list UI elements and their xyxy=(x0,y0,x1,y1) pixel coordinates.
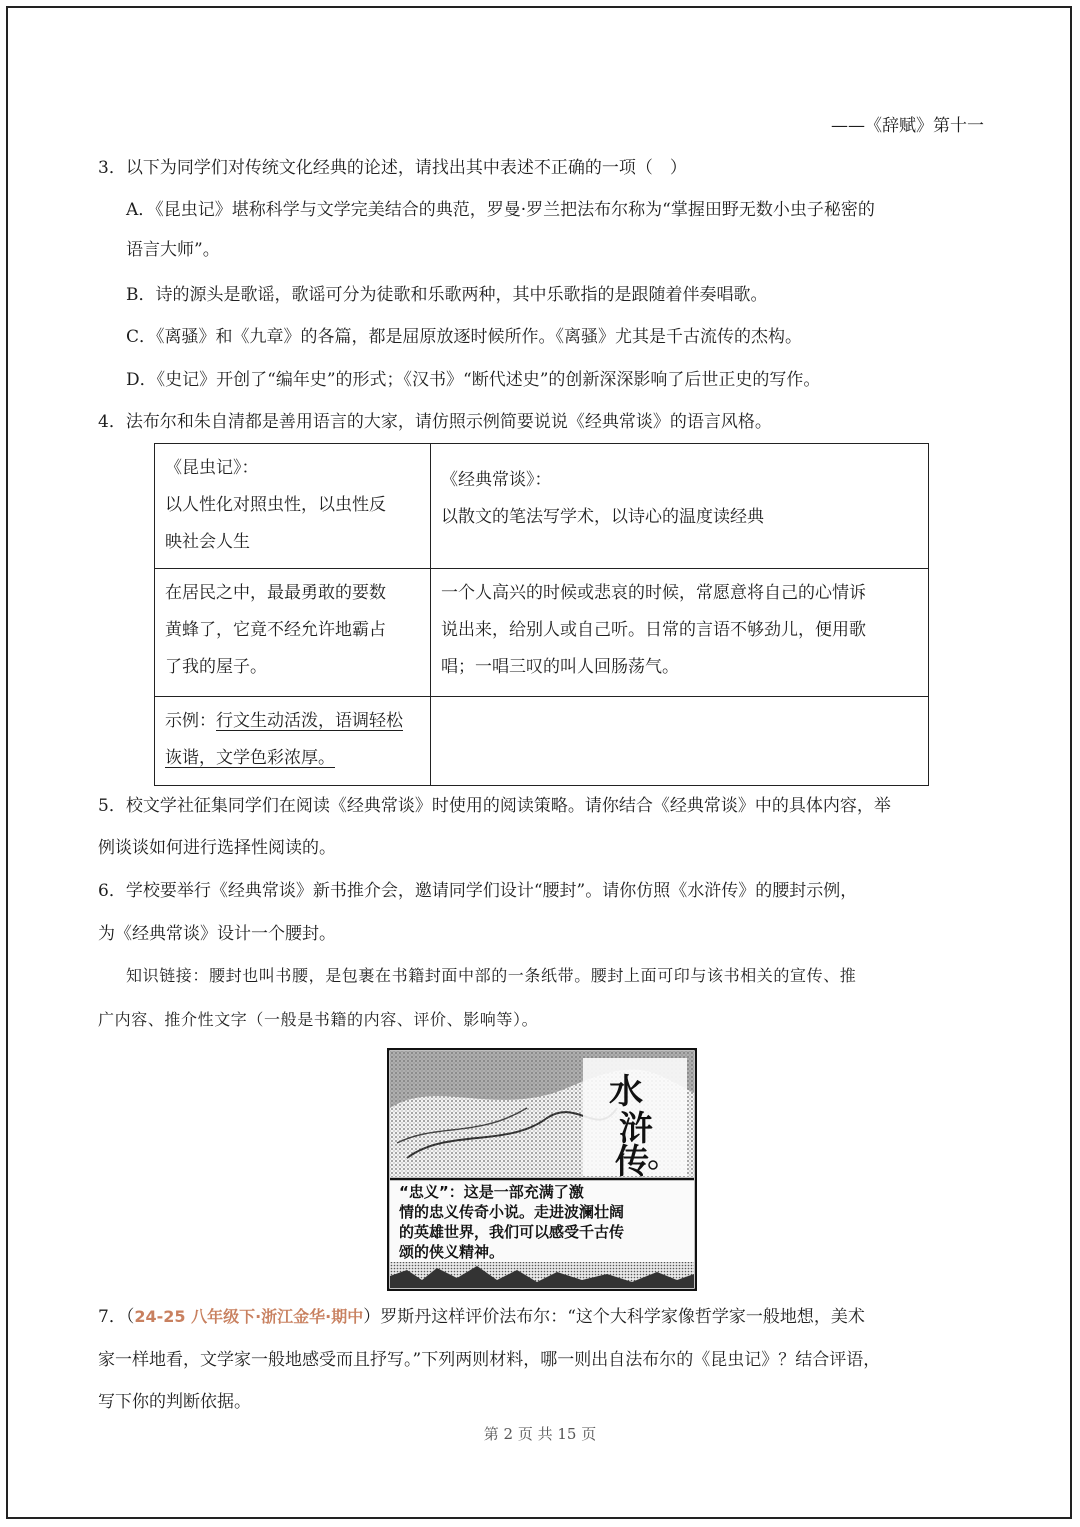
question-text: ）罗斯丹这样评价法布尔：“这个大科学家像哲学家一般地想，美术 xyxy=(363,1307,865,1327)
cell-text: 以人性化对照虫性，以虫性反 xyxy=(165,495,386,515)
question-6-stem: 6．学校要举行《经典常谈》新书推介会，邀请同学们设计“腰封”。请你仿照《水浒传》的腰封示例， xyxy=(98,881,858,901)
table-cell xyxy=(155,444,431,569)
question-number: 7．（ xyxy=(98,1307,135,1327)
question-3-stem: 3．以下为同学们对传统文化经典的论述，请找出其中表述不正确的一项（ ） xyxy=(98,158,687,178)
table-cell xyxy=(155,697,431,786)
question-3-option-b: B．诗的源头是歌谣，歌谣可分为徒歌和乐歌两种，其中乐歌指的是跟随着伴奏唱歌。 xyxy=(126,285,768,305)
table-cell xyxy=(431,444,929,569)
question-5-stem-cont: 例谈谈如何进行选择性阅读的。 xyxy=(98,838,336,858)
comparison-table xyxy=(154,443,929,786)
table-row xyxy=(155,444,929,569)
source-citation: ——《辞赋》第十一 xyxy=(831,116,984,136)
bellyband-text-line: “忠义”：这是一部充满了激 xyxy=(399,1183,584,1201)
bellyband-text-line: 颂的侠义精神。 xyxy=(399,1243,505,1261)
question-7-stem-cont: 写下你的判断依据。 xyxy=(98,1392,251,1412)
cell-text: 了我的屋子。 xyxy=(165,657,267,677)
cell-text: 说出来，给别人或自己听。日常的言语不够劲儿，便用歌 xyxy=(441,620,866,640)
example-answer: 诙谐，文学色彩浓厚。 xyxy=(165,748,335,768)
question-3-option-c: C．《离骚》和《九章》的各篇，都是屈原放逐时候所作。《离骚》尤其是千古流传的杰构。 xyxy=(126,327,803,347)
cell-text: 在居民之中，最最勇敢的要数 xyxy=(165,583,386,603)
cell-text: 唱；一唱三叹的叫人回肠荡气。 xyxy=(441,657,679,677)
question-4-stem: 4．法布尔和朱自清都是善用语言的大家，请仿照示例简要说说《经典常谈》的语言风格。 xyxy=(98,412,772,432)
question-7-stem xyxy=(98,1307,865,1327)
knowledge-link: 知识链接：腰封也叫书腰，是包裹在书籍封面中部的一条纸带。腰封上面可印与该书相关的宣传、推 xyxy=(126,966,857,985)
cell-text: 以散文的笔法写学术，以诗心的温度读经典 xyxy=(441,507,764,527)
table-cell xyxy=(431,569,929,697)
bellyband-example-image xyxy=(387,1048,697,1291)
question-3-option-d: D．《史记》开创了“编年史”的形式；《汉书》“断代述史”的创新深深影响了后世正史的写作。 xyxy=(126,370,821,390)
bellyband-title-char: 浒 xyxy=(619,1109,653,1149)
cell-title: 《昆虫记》： xyxy=(165,458,259,478)
table-row xyxy=(155,697,929,786)
question-5-stem: 5．校文学社征集同学们在阅读《经典常谈》时使用的阅读策略。请你结合《经典常谈》中的具体内容，举 xyxy=(98,796,891,816)
knowledge-link-cont: 广内容、推介性文字（一般是书籍的内容、评价、影响等）。 xyxy=(98,1010,539,1029)
question-3-option-a: A．《昆虫记》堪称科学与文学完美结合的典范，罗曼·罗兰把法布尔称为“掌握田野无数小虫子秘密的 xyxy=(126,200,875,220)
source-tag: 24-25 八年级下·浙江金华·期中 xyxy=(134,1307,364,1326)
cell-title: 《经典常谈》： xyxy=(441,470,552,490)
page-number-footer: 第 2 页 共 15 页 xyxy=(483,1425,597,1443)
table-row xyxy=(155,569,929,697)
cell-text: 映社会人生 xyxy=(165,532,250,552)
bellyband-title-char: 传 xyxy=(615,1142,649,1182)
table-cell xyxy=(155,569,431,697)
question-3-option-a-cont: 语言大师”。 xyxy=(126,240,220,260)
bellyband-text-line: 的英雄世界，我们可以感受千古传 xyxy=(399,1223,625,1241)
bellyband-text-line: 情的忠义传奇小说。走进波澜壮阔 xyxy=(399,1203,625,1221)
cell-text: 一个人高兴的时候或悲哀的时候，常愿意将自己的心情诉 xyxy=(441,583,866,603)
example-answer: 行文生动活泼，语调轻松 xyxy=(216,711,403,731)
bellyband-title-char: 水 xyxy=(609,1072,643,1112)
question-7-stem-cont: 家一样地看，文学家一般地感受而且抒写。”下列两则材料，哪一则出自法布尔的《昆虫记》？结合评语， xyxy=(98,1350,881,1370)
example-label: 示例： xyxy=(165,711,216,731)
cell-text: 黄蜂了，它竟不经允许地霸占 xyxy=(165,620,386,640)
answer-cell-blank[interactable] xyxy=(431,697,929,786)
question-6-stem-cont: 为《经典常谈》设计一个腰封。 xyxy=(98,924,336,944)
